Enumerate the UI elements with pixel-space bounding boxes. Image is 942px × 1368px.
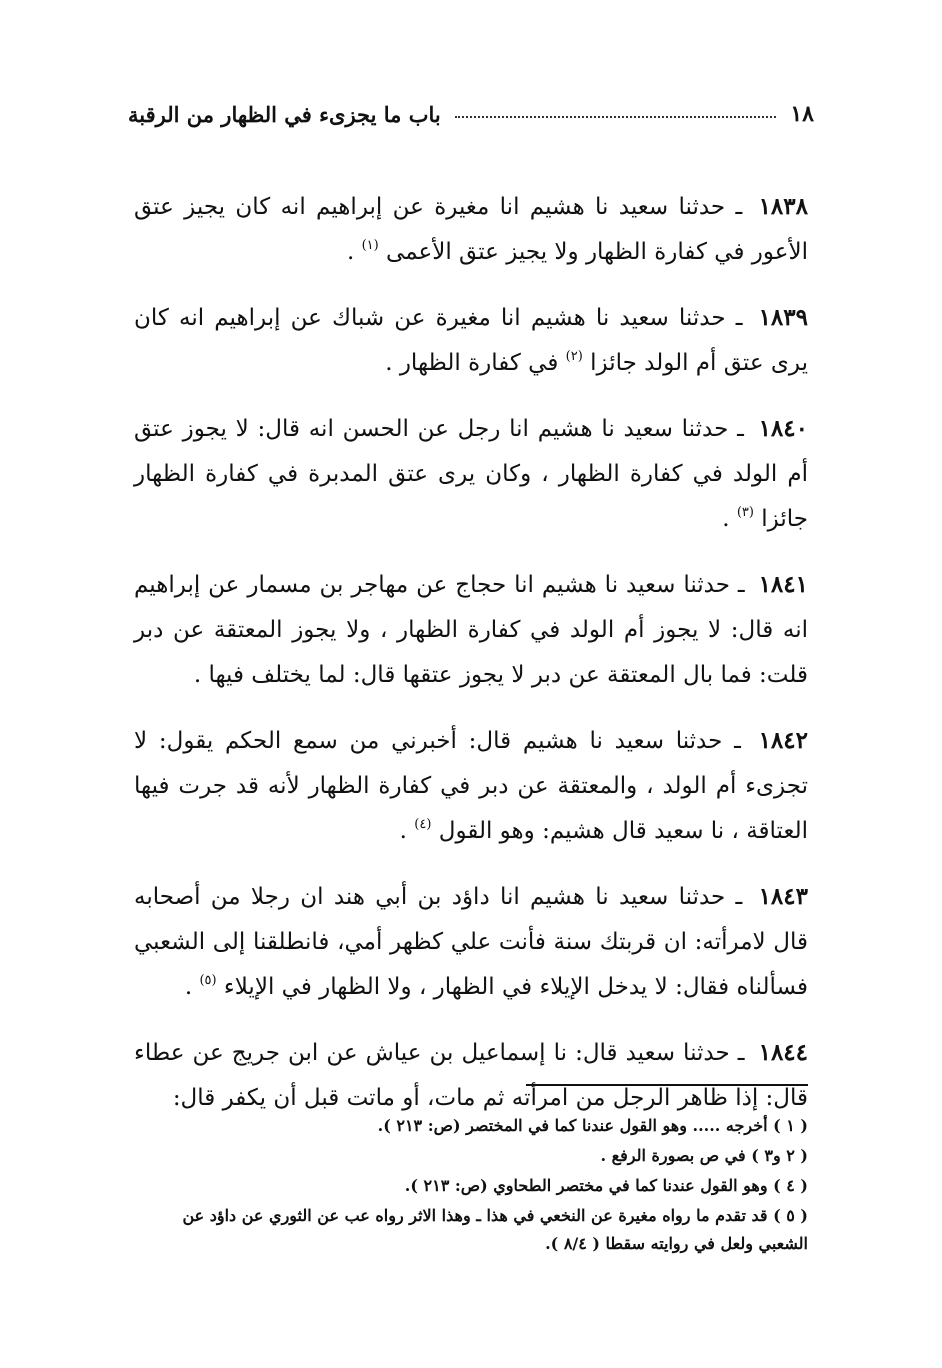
hadith-text: ـ حدثنا سعيد نا هشيم انا حجاج عن مهاجر بن مسمار عن إبراهيم انه قال: لا يجوز أم الولد في كفارة الظهار ، ولا يجوز المعتقة عن دبر قلت: فما بال المعتقة عن دبر لا يجوز عتقها قال: لما يختلف فيها . (134, 572, 808, 688)
footnote-ref: (٥) (199, 973, 217, 988)
footnote: ( ٤ ) وهو القول عندنا كما في مختصر الطحاوي (ص: ٢١٣ ). (404, 1176, 808, 1195)
main-text (134, 184, 808, 1141)
hadith-number: ١٨٤٠ (758, 415, 808, 442)
header-leader-dots (455, 116, 777, 118)
hadith-paragraph (134, 562, 808, 698)
hadith-text: ـ حدثنا سعيد نا هشيم انا مغيرة عن إبراهيم انه كان يجيز عتق الأعور في كفارة الظهار ولا يجيز عتق الأعمى (134, 194, 808, 265)
footnotes (134, 1112, 808, 1260)
hadith-number: ١٨٤١ (758, 571, 808, 598)
footnote: ( ٢ و٣ ) في ص بصورة الرفع . (600, 1146, 808, 1165)
hadith-number: ١٨٣٨ (758, 193, 808, 220)
page-number: ١٨ (790, 101, 814, 127)
footnote-ref: (٣) (736, 505, 754, 520)
footnote-ref: (١) (361, 238, 379, 253)
hadith-number: ١٨٣٩ (758, 304, 808, 331)
hadith-text: ـ حدثنا سعيد قال: نا إسماعيل بن عياش عن ابن جريج عن عطاء قال: إذا ظاهر الرجل من امرأته ثم مات، أو ماتت قبل أن يكفر قال: (134, 1040, 808, 1111)
hadith-paragraph (134, 1030, 808, 1121)
hadith-tail: . (722, 506, 730, 532)
hadith-tail: في كفارة الظهار . (385, 350, 559, 376)
hadith-number: ١٨٤٢ (758, 727, 808, 754)
hadith-paragraph (134, 295, 808, 386)
hadith-text: ـ حدثنا سعيد نا هشيم انا مغيرة عن شباك عن إبراهيم انه كان يرى عتق أم الولد جائزا (134, 305, 808, 376)
hadith-text: ـ حدثنا سعيد نا هشيم انا رجل عن الحسن انه قال: لا يجوز عتق أم الولد في كفارة الظهار ، وكان يرى عتق المدبرة في كفارة الظهار جائزا (134, 416, 808, 532)
hadith-number: ١٨٤٤ (758, 1039, 809, 1066)
hadith-paragraph (134, 406, 808, 542)
hadith-tail: . (184, 974, 193, 1000)
running-header (128, 96, 814, 132)
hadith-paragraph (134, 718, 808, 854)
hadith-tail: . (399, 818, 407, 844)
hadith-tail: . (346, 239, 355, 265)
chapter-title: باب ما يجزىء في الظهار من الرقبة (128, 101, 441, 127)
footnote-ref: (٤) (414, 817, 432, 832)
footnote-ref: (٢) (565, 349, 583, 364)
hadith-text: ـ حدثنا سعيد نا هشيم قال: أخبرني من سمع الحكم يقول: لا تجزىء أم الولد ، والمعتقة عن دبر في كفارة الظهار لأنه قد جرت فيها العتاقة ، نا سعيد قال هشيم: وهو القول (134, 728, 808, 844)
hadith-paragraph (134, 184, 808, 275)
hadith-text: ـ حدثنا سعيد نا هشيم انا داؤد بن أبي هند ان رجلا من أصحابه قال لامرأته: ان قربتك سنة فأنت علي كظهر أمي، فانطلقنا إلى الشعبي فسألناه فقال: لا يدخل الإيلاء في الظهار ، ولا الظهار في الإيلاء (134, 884, 808, 1000)
hadith-paragraph (134, 874, 808, 1010)
footnote: ( ١ ) أخرجه ..... وهو القول عندنا كما في المختصر (ص: ٢١٣ ). (377, 1116, 808, 1135)
footnote-separator (526, 1084, 808, 1086)
hadith-number: ١٨٤٣ (758, 883, 808, 910)
footnote: ( ٥ ) قد تقدم ما رواه مغيرة عن النخعي في هذا ـ وهذا الاثر رواه عب عن الثوري عن داؤد عن الشعبي ولعل في روايته سقطا ( ٨/٤ ). (182, 1206, 808, 1253)
